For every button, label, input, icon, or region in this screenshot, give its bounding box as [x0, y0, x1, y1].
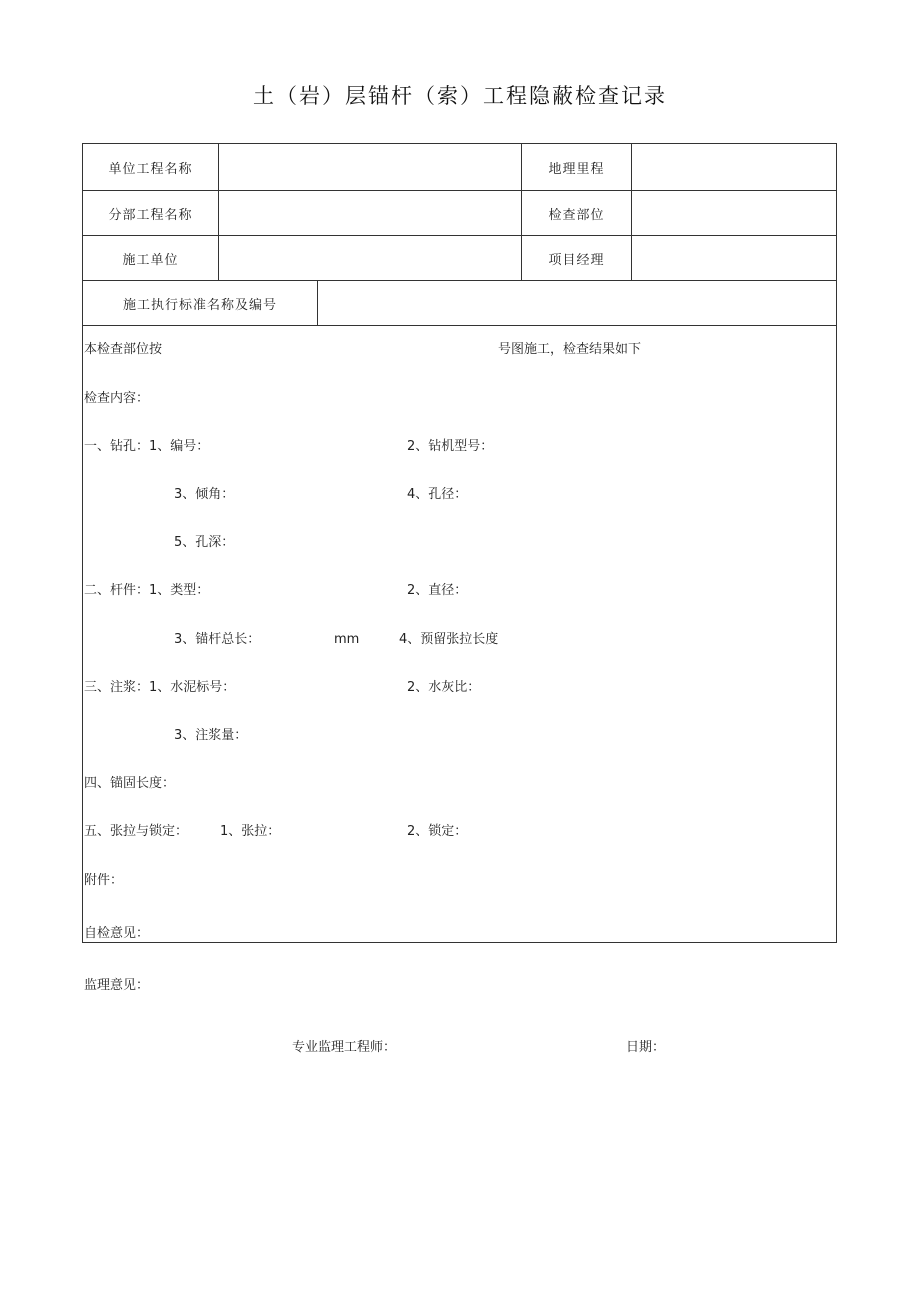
content-label: 检查内容： — [84, 391, 150, 406]
drilling-diameter: 4、孔径： — [407, 487, 468, 502]
table-right-border — [836, 143, 837, 943]
standard-name-code-field[interactable] — [318, 281, 836, 325]
intro-text-left: 本检查部位按 — [84, 342, 163, 357]
inspection-part-label: 检查部位 — [548, 207, 605, 223]
project-manager-field[interactable] — [632, 236, 836, 280]
sub-project-name-field[interactable] — [219, 191, 521, 235]
geo-mileage-field[interactable] — [632, 144, 836, 190]
rod-type: 二、杆件：1、类型： — [84, 583, 210, 598]
rod-unit-mm: mm — [334, 632, 360, 647]
date-label: 日期： — [626, 1040, 666, 1055]
tension-lock-head: 五、张拉与锁定： — [84, 824, 189, 839]
drilling-depth: 5、孔深： — [174, 535, 235, 550]
table-row-divider — [82, 325, 837, 326]
grouting-volume: 3、注浆量： — [174, 728, 248, 743]
supervising-engineer-label: 专业监理工程师： — [292, 1040, 397, 1055]
project-manager-label: 项目经理 — [548, 252, 605, 268]
geo-mileage-label: 地理里程 — [548, 161, 605, 177]
supervision-opinion-label: 监理意见： — [84, 978, 150, 993]
unit-project-name-label: 单位工程名称 — [108, 161, 193, 177]
grouting-cement-grade: 三、注浆：1、水泥标号： — [84, 680, 236, 695]
construction-unit-field[interactable] — [219, 236, 521, 280]
self-check-label: 自检意见： — [84, 926, 150, 941]
rod-total-length: 3、锚杆总长： — [174, 632, 261, 647]
rod-diameter: 2、直径： — [407, 583, 468, 598]
tension-value: 1、张拉： — [220, 824, 281, 839]
attachments-label: 附件： — [84, 873, 124, 888]
inspection-part-field[interactable] — [632, 191, 836, 235]
sub-project-name-label: 分部工程名称 — [108, 207, 193, 223]
table-bottom-border — [82, 942, 837, 943]
standard-name-code-label: 施工执行标准名称及编号 — [122, 297, 277, 313]
intro-text-right: 号图施工，检查结果如下 — [498, 342, 642, 357]
rod-reserved-length: 4、预留张拉长度 — [399, 632, 499, 647]
drilling-angle: 3、倾角： — [174, 487, 235, 502]
drilling-number: 一、钻孔：1、编号： — [84, 439, 210, 454]
construction-unit-label: 施工单位 — [122, 252, 179, 268]
drilling-rig-model: 2、钻机型号： — [407, 439, 494, 454]
unit-project-name-field[interactable] — [219, 144, 521, 190]
lock-value: 2、锁定： — [407, 824, 468, 839]
grouting-wc-ratio: 2、水灰比： — [407, 680, 481, 695]
anchor-length: 四、锚固长度： — [84, 776, 176, 791]
page-title: 土（岩）层锚杆（索）工程隐蔽检查记录 — [253, 84, 667, 108]
